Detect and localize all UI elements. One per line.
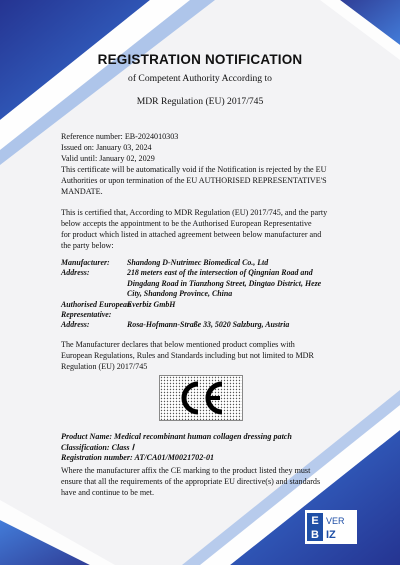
address-value — [127, 268, 371, 299]
product-name: Product Name: Medical recombinant human collagen dressing patch — [61, 432, 292, 441]
manufacturer-label: Manufacturer: — [61, 258, 110, 267]
product-classification: Classification: Class Ⅰ — [61, 442, 134, 452]
void-notice-line: Authorities or upon termination of the EU AUTHORISED REPRESENTATIVE'S — [61, 176, 327, 185]
paragraph-line: The Manufacturer declares that below mentioned product complies with — [61, 340, 295, 349]
paragraph-line: Regulation (EU) 2017/745 — [61, 362, 148, 371]
declaration-paragraph — [61, 339, 351, 372]
representative-label — [61, 299, 132, 321]
subtitle-line-2: MDR Regulation (EU) 2017/745 — [136, 96, 264, 107]
address-line: City, Shandong Province, China — [127, 289, 233, 299]
product-registration-number: Registration number: AT/CA01/M0021702-01 — [61, 453, 215, 463]
reference-number: Reference number: EB-2024010303 — [61, 132, 179, 141]
subtitle-line-1: of Competent Authority According to — [128, 73, 272, 84]
paragraph-line: Where the manufacturer affix the CE marking to the product listed they must — [61, 466, 311, 475]
representative-label-line: Authorised European — [61, 299, 132, 309]
void-notice-line: MANDATE. — [61, 187, 103, 196]
paragraph-line: the party below: — [61, 241, 114, 250]
parties-table — [61, 258, 371, 331]
logo-text-ver: VER — [326, 516, 345, 526]
representative-value: Everbiz GmbH — [127, 299, 176, 309]
certification-paragraph — [61, 207, 351, 251]
representative-label-line: Representative: — [61, 310, 112, 320]
address-line: Dingdang Road in Tianzhong Street, Dingtao District, Heze — [127, 278, 322, 288]
logo-letter-e: E — [311, 515, 319, 527]
paragraph-line: This is certified that, According to MDR Regulation (EU) 2017/745, and the party — [61, 208, 328, 217]
ce-mark — [159, 375, 243, 421]
manufacturer-value: Shandong D-Nutrimec Biomedical Co., Ltd — [127, 258, 269, 267]
paragraph-line: ensure that all the requirements of the appropriate EU directive(s) and standards — [61, 477, 321, 486]
paragraph-line: European Regulations, Rules and Standards including but not limited to MDR — [61, 351, 314, 360]
issued-on: Issued on: January 03, 2024 — [61, 143, 152, 152]
void-notice-line: This certificate will be automatically void if the Notification is rejected by the EU — [61, 165, 327, 174]
ce-mark-icon — [160, 376, 242, 420]
logo-letter-b: B — [311, 529, 319, 541]
logo-text-iz: IZ — [326, 529, 336, 541]
everbiz-logo — [305, 510, 357, 544]
paragraph-line: for product which listed in attached agreement between below manufacturer and — [61, 230, 322, 239]
address-line: 218 meters east of the intersection of Qingnian Road and — [127, 268, 313, 278]
reference-section — [61, 131, 351, 197]
product-section — [61, 432, 361, 464]
affix-paragraph — [61, 465, 351, 498]
rep-address-label: Address: — [61, 320, 90, 330]
address-label: Address: — [61, 268, 90, 278]
representative-address-row — [61, 320, 371, 330]
paragraph-line: below accepts the appointment to be the Authorised European Representative — [61, 219, 312, 228]
representative-row — [61, 300, 371, 321]
valid-until: Valid until: January 02, 2029 — [61, 154, 155, 163]
manufacturer-row — [61, 258, 371, 268]
paragraph-line: have and continue to be met. — [61, 488, 155, 497]
manufacturer-address-row — [61, 268, 371, 299]
document-title: REGISTRATION NOTIFICATION — [97, 52, 303, 67]
rep-address-value: Rosa-Hofmann-Straße 33, 5020 Salzburg, Austria — [127, 320, 290, 330]
